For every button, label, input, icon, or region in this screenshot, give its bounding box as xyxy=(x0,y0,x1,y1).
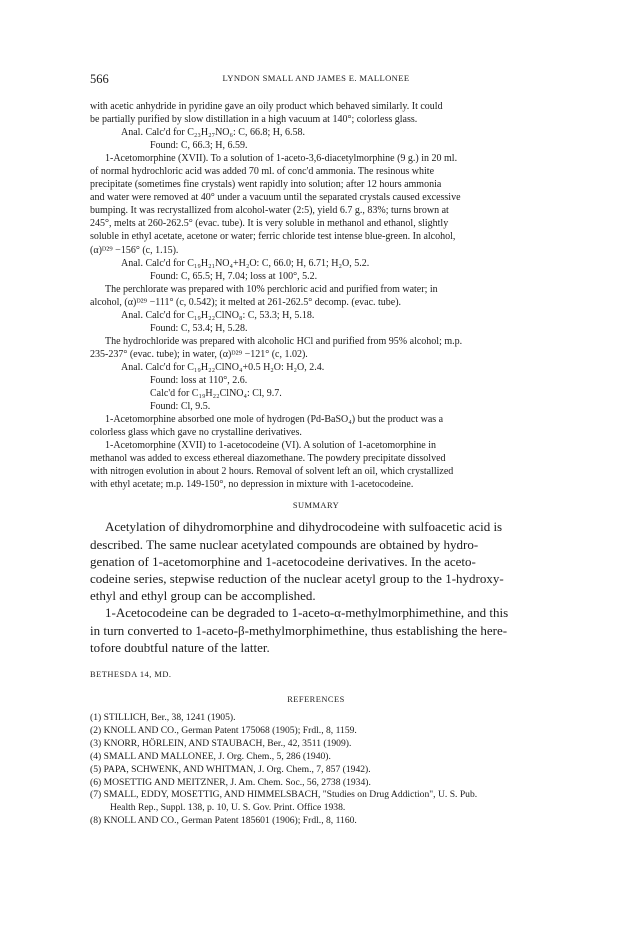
text-line: with ethyl acetate; m.p. 149-150°, no depression in mixture with 1-acetocodeine. xyxy=(90,479,414,491)
summary-line: genation of 1-acetomorphine and 1-acetocodeine derivatives. In the aceto- xyxy=(90,553,476,569)
summary-line: codeine series, stepwise reduction of the nuclear acetyl group to the 1-hydroxy- xyxy=(90,571,504,587)
text-line: 1-Acetomorphine (XVII). To a solution of 1-aceto-3,6-diacetylmorphine (9 g.) in 20 ml. xyxy=(105,153,458,165)
text-line: The hydrochloride was prepared with alcoholic HCl and purified from 95% alcohol; m.p. xyxy=(105,335,463,347)
page-number: 566 xyxy=(90,72,109,86)
running-head: LYNDON SMALL AND JAMES E. MALLONEE xyxy=(222,73,410,83)
analysis-line: Anal. Calc'd for C₂₃H₂₇NO₆: C, 66.8; H, 6.58. xyxy=(121,127,305,139)
found-line: Found: C, 65.5; H, 7.04; loss at 100°, 5.2. xyxy=(150,270,318,282)
text-line: (α)ᴰ²⁹ −156° (c, 1.15). xyxy=(90,244,179,256)
text-line: 1-Acetomorphine (XVII) to 1-acetocodeine (VI). A solution of 1-acetomorphine in xyxy=(105,440,437,452)
analysis-line: Anal. Calc'd for C₁₉H₂₂ClNO₈: C, 53.3; H, 5.18. xyxy=(121,309,315,321)
summary-section xyxy=(90,518,542,656)
analysis-line: Calc'd for C₁₉H₂₂ClNO₄: Cl, 9.7. xyxy=(150,388,282,400)
reference-item-continuation: Health Rep., Suppl. 138, p. 10, U. S. Gov. Print. Office 1938. xyxy=(110,802,346,814)
found-line: Found: C, 66.3; H, 6.59. xyxy=(150,140,248,152)
reference-item: (7) SMALL, EDDY, MOSETTIG, AND HIMMELSBACH, "Studies on Drug Addiction", U. S. Pub. xyxy=(90,789,478,801)
summary-line: tofore doubtful nature of the latter. xyxy=(90,639,270,655)
summary-line: in turn converted to 1-aceto-β-methylmorphimethine, thus establishing the here- xyxy=(90,622,508,638)
reference-item: (6) MOSETTIG AND MEITZNER, J. Am. Chem. Soc., 56, 2738 (1934). xyxy=(90,776,371,788)
text-line: alcohol, (α)ᴰ²⁹ −111° (c, 0.542); it melted at 261-262.5° decomp. (evac. tube). xyxy=(90,296,402,308)
text-line: 245°, melts at 260-262.5° (evac. tube). It is very soluble in methanol and ethanol, slightly xyxy=(90,218,449,230)
analysis-line: Anal. Calc'd for C₁₉H₂₁NO₄+H₂O: C, 66.0; H, 6.71; H₂O, 5.2. xyxy=(121,257,370,269)
text-line: and water were removed at 40° under a vacuum until the separated crystals caused excessive xyxy=(90,192,461,204)
reference-item: (8) KNOLL AND CO., German Patent 185601 (1906); Frdl., 8, 1160. xyxy=(90,815,357,827)
author-location: BETHESDA 14, MD. xyxy=(90,669,172,679)
summary-line: ethyl and ethyl group can be accomplished. xyxy=(90,588,316,604)
text-line: soluble in ethyl acetate, acetone or water; ferric chloride test intense blue-green. In alcohol, xyxy=(90,231,456,243)
text-line: The perchlorate was prepared with 10% perchloric acid and purified from water; in xyxy=(105,283,438,295)
references-heading: REFERENCES xyxy=(287,695,345,704)
analysis-line: Anal. Calc'd for C₁₉H₂₂ClNO₄+0.5 H₂O: H₂O, 2.4. xyxy=(121,361,325,373)
reference-item: (3) KNORR, HÖRLEIN, AND STAUBACH, Ber., 42, 3511 (1909). xyxy=(90,737,352,749)
summary-line: described. The same nuclear acetylated compounds are obtained by hydro- xyxy=(90,536,479,552)
found-line: Found: loss at 110°, 2.6. xyxy=(150,374,248,386)
reference-item: (2) KNOLL AND CO., German Patent 175068 (1905); Frdl., 8, 1159. xyxy=(90,724,357,736)
reference-item: (4) SMALL AND MALLONEE, J. Org. Chem., 5, 286 (1940). xyxy=(90,750,331,762)
summary-heading: SUMMARY xyxy=(292,501,340,511)
page-header xyxy=(90,72,542,86)
found-line: Found: C, 53.4; H, 5.28. xyxy=(150,322,248,334)
text-line: with acetic anhydride in pyridine gave an oily product which behaved similarly. It could xyxy=(90,101,443,112)
text-line: with nitrogen evolution in about 2 hours. Removal of solvent left an oil, which crystallized xyxy=(90,466,454,478)
reference-item: (1) STILLICH, Ber., 38, 1241 (1905). xyxy=(90,712,236,724)
text-line: methanol was added to excess ethereal diazomethane. The powdery precipitate dissolved xyxy=(90,453,446,465)
text-line: precipitate (sometimes fine crystals) went rapidly into solution; after 12 hours ammonia xyxy=(90,179,442,191)
text-line: be partially purified by slow distillation in a high vacuum at 140°; colorless glass. xyxy=(90,114,418,126)
text-line: 235-237° (evac. tube); in water, (α)ᴰ²⁹ −121° (c, 1.02). xyxy=(90,348,308,360)
summary-line: 1-Acetocodeine can be degraded to 1-aceto-α-methylmorphimethine, and this xyxy=(105,605,509,621)
found-line: Found: Cl, 9.5. xyxy=(150,401,211,413)
summary-line: Acetylation of dihydromorphine and dihydrocodeine with sulfoacetic acid is xyxy=(105,519,503,535)
references-list xyxy=(90,712,542,828)
text-line: bumping. It was recrystallized from alcohol-water (2:5), yield 6.7 g., 83%; turns brown at xyxy=(90,205,449,217)
reference-item: (5) PAPA, SCHWENK, AND WHITMAN, J. Org. Chem., 7, 857 (1942). xyxy=(90,763,371,775)
text-line: of normal hydrochloric acid was added 70 ml. of conc'd ammonia. The resinous white xyxy=(90,166,435,178)
text-line: colorless glass which gave no crystalline derivatives. xyxy=(90,427,302,439)
page-body xyxy=(90,100,542,828)
text-line: 1-Acetomorphine absorbed one mole of hydrogen (Pd-BaSO₄) but the product was a xyxy=(105,414,444,426)
